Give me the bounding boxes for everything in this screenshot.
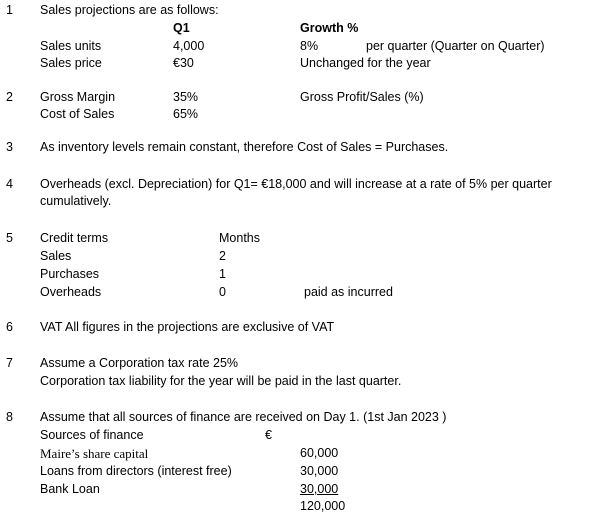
credit-purchases-months: 1 bbox=[219, 267, 226, 281]
item-number-7: 7 bbox=[6, 356, 13, 370]
sales-projections-heading: Sales projections are as follows: bbox=[40, 3, 219, 17]
sales-price-note: Unchanged for the year bbox=[300, 56, 431, 70]
item-number-6: 6 bbox=[6, 320, 13, 334]
item-number-5: 5 bbox=[6, 231, 13, 245]
tax-line-1: Assume a Corporation tax rate 25% bbox=[40, 356, 239, 370]
col-months-header: Months bbox=[219, 231, 260, 245]
credit-sales-label: Sales bbox=[40, 249, 72, 263]
item-number-3: 3 bbox=[6, 140, 13, 154]
sales-units-q1: 4,000 bbox=[173, 39, 205, 53]
item-number-8: 8 bbox=[6, 410, 13, 424]
credit-overheads-note: paid as incurred bbox=[304, 285, 393, 299]
sales-units-label: Sales units bbox=[40, 39, 102, 53]
share-capital-label: Maire’s share capital bbox=[40, 446, 149, 461]
credit-terms-heading: Credit terms bbox=[40, 231, 109, 245]
bank-loan-label: Bank Loan bbox=[40, 482, 100, 496]
tax-line-2: Corporation tax liability for the year will be paid in the last quarter. bbox=[40, 374, 402, 388]
share-capital-value: 60,000 bbox=[300, 446, 339, 460]
credit-purchases-label: Purchases bbox=[40, 267, 100, 281]
item-number-4: 4 bbox=[6, 177, 13, 191]
bank-loan-value: 30,000 bbox=[300, 482, 339, 496]
col-q1-header: Q1 bbox=[173, 21, 190, 35]
directors-loans-label: Loans from directors (interest free) bbox=[40, 464, 232, 478]
cost-of-sales-value: 65% bbox=[173, 107, 199, 121]
inventory-text: As inventory levels remain constant, therefore Cost of Sales = Purchases. bbox=[40, 140, 449, 154]
gross-margin-value: 35% bbox=[173, 90, 199, 104]
finance-total-value: 120,000 bbox=[300, 499, 346, 513]
item-number-1: 1 bbox=[6, 3, 13, 17]
credit-overheads-label: Overheads bbox=[40, 285, 102, 299]
overheads-line-2: cumulatively. bbox=[40, 194, 112, 208]
finance-intro: Assume that all sources of finance are received on Day 1. (1st Jan 2023 ) bbox=[40, 410, 447, 424]
sales-units-growth: 8% bbox=[300, 39, 319, 53]
sales-price-label: Sales price bbox=[40, 56, 102, 70]
cost-of-sales-label: Cost of Sales bbox=[40, 107, 115, 121]
sources-of-finance-heading: Sources of finance bbox=[40, 428, 144, 442]
credit-overheads-months: 0 bbox=[219, 285, 226, 299]
currency-symbol: € bbox=[265, 428, 272, 442]
item-number-2: 2 bbox=[6, 90, 13, 104]
directors-loans-value: 30,000 bbox=[300, 464, 339, 478]
gross-margin-note: Gross Profit/Sales (%) bbox=[300, 90, 424, 104]
col-growth-header: Growth % bbox=[300, 21, 359, 35]
sales-units-note: per quarter (Quarter on Quarter) bbox=[366, 39, 545, 53]
credit-sales-months: 2 bbox=[219, 249, 226, 263]
overheads-line-1: Overheads (excl. Depreciation) for Q1= €18,000 and will increase at a rate of 5% per quarter bbox=[40, 177, 552, 191]
gross-margin-label: Gross Margin bbox=[40, 90, 116, 104]
sales-price-q1: €30 bbox=[173, 56, 194, 70]
vat-text: VAT All figures in the projections are exclusive of VAT bbox=[40, 320, 335, 334]
